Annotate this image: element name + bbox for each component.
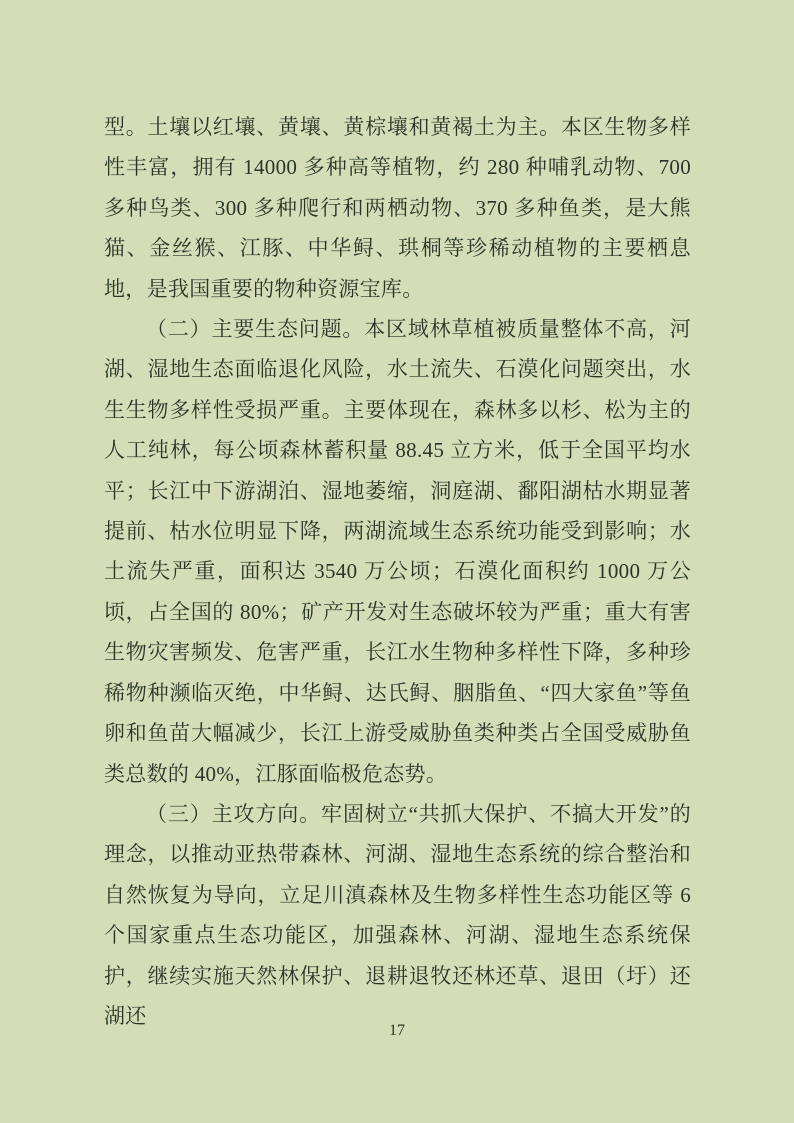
paragraph-section-2 (104, 309, 691, 794)
section-3-heading: （三）主攻方向。 (146, 801, 322, 826)
section-3-text: 牢固树立“共抓大保护、不搞大开发”的理念，以推动亚热带森林、河湖、湿地生态系统的综合整治和自然恢复为导向，立足川滇森林及生物多样性生态功能区等 6 个国家重点生态功能区，加强森林、河湖、湿地生态系统保护，继续实施天然林保护、退耕退牧还林还草、退田（圩）还湖还 (104, 801, 691, 1028)
document-body (104, 0, 691, 1036)
paragraph-section-3 (104, 794, 691, 1036)
paragraph-text: 型。土壤以红壤、黄壤、黄棕壤和黄褐土为主。本区生物多样性丰富，拥有 14000 多种高等植物，约 280 种哺乳动物、700 多种鸟类、300 多种爬行和两栖动物、370 多种鱼类，是大熊猫、金丝猴、江豚、中华鲟、珙桐等珍稀动植物的主要栖息地，是我国重要的物种资源宝库。 (104, 115, 691, 301)
section-2-heading: （二）主要生态问题。 (146, 317, 365, 342)
paragraph-continuation (104, 107, 691, 309)
page-number: 17 (389, 1022, 405, 1039)
section-2-text: 本区域林草植被质量整体不高，河湖、湿地生态面临退化风险，水土流失、石漠化问题突出，水生生物多样性受损严重。主要体现在，森林多以杉、松为主的人工纯林，每公顷森林蓄积量 88.45 立方米，低于全国平均水平；长江中下游湖泊、湿地萎缩，洞庭湖、鄱阳湖枯水期显著提前、枯水位明显下降，两湖流域生态系统功能受到影响；水土流失严重，面积达 3540 万公顷；石漠化面积约 1000 万公顷，占全国的 80%；矿产开发对生态破坏较为严重；重大有害生物灾害频发、危害严重，长江水生物种多样性下降，多种珍稀物种濒临灭绝，中华鲟、达氏鲟、胭脂鱼、“四大家鱼”等鱼卵和鱼苗大幅减少，长江上游受威胁鱼类种类占全国受威胁鱼类总数的 40%，江豚面临极危态势。 (104, 317, 692, 786)
